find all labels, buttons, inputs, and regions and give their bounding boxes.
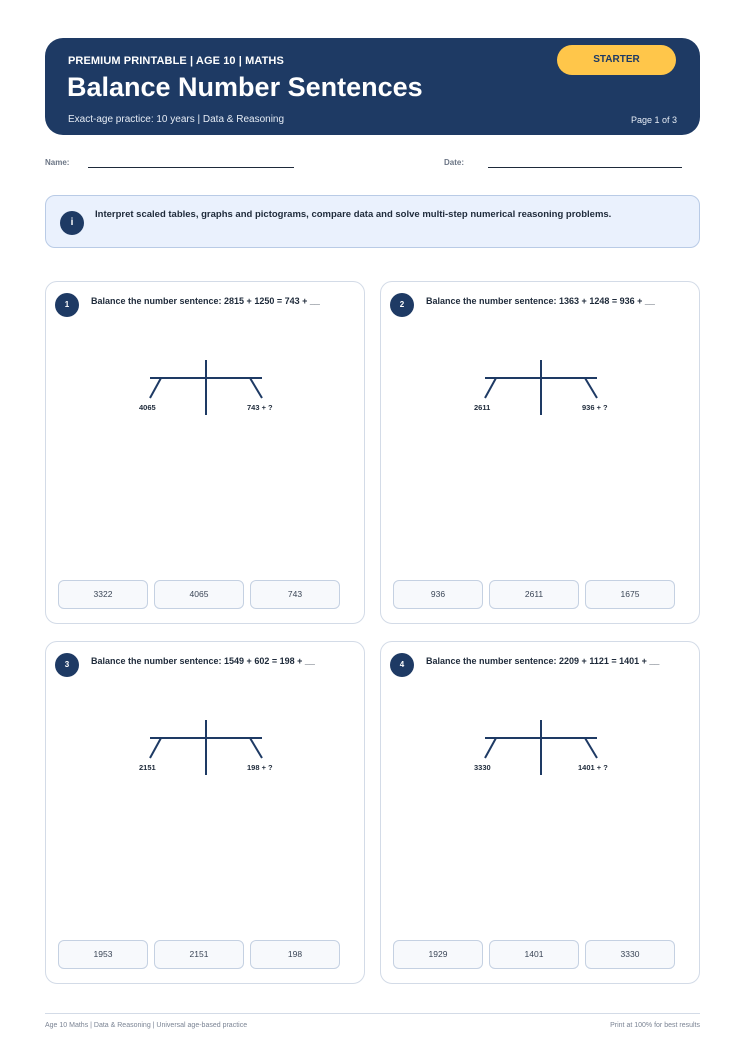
- question-card-1: [45, 281, 365, 624]
- balance-right-value: 198 + ?: [247, 763, 273, 772]
- question-number: 3: [55, 653, 79, 677]
- answer-option[interactable]: 1401: [489, 940, 579, 969]
- balance-left-value: 3330: [474, 763, 491, 772]
- balance-left-value: 4065: [139, 403, 156, 412]
- question-text: Balance the number sentence: 1363 + 1248 = 936 + __: [426, 296, 655, 306]
- question-card-3: [45, 641, 365, 984]
- answer-option[interactable]: 4065: [154, 580, 244, 609]
- answer-option[interactable]: 3322: [58, 580, 148, 609]
- question-card-4: [380, 641, 700, 984]
- name-label: Name:: [45, 158, 70, 167]
- balance-left-value: 2611: [474, 403, 491, 412]
- answer-option[interactable]: 936: [393, 580, 483, 609]
- question-text: Balance the number sentence: 1549 + 602 = 198 + __: [91, 656, 315, 666]
- level-badge: STARTER: [557, 45, 676, 75]
- answer-option[interactable]: 1953: [58, 940, 148, 969]
- answer-option[interactable]: 3330: [585, 940, 675, 969]
- question-text: Balance the number sentence: 2815 + 1250 = 743 + __: [91, 296, 320, 306]
- answer-option[interactable]: 1929: [393, 940, 483, 969]
- question-card-2: [380, 281, 700, 624]
- name-line[interactable]: [88, 167, 294, 168]
- question-number: 2: [390, 293, 414, 317]
- footer-left-text: Age 10 Maths | Data & Reasoning | Universal age-based practice: [45, 1022, 248, 1029]
- answer-option[interactable]: 2611: [489, 580, 579, 609]
- answer-option[interactable]: 198: [250, 940, 340, 969]
- question-text: Balance the number sentence: 2209 + 1121 = 1401 + __: [426, 656, 660, 666]
- balance-scale-icon: [381, 642, 699, 792]
- answer-option[interactable]: 1675: [585, 580, 675, 609]
- question-number: 1: [55, 293, 79, 317]
- header-subtitle: Exact-age practice: 10 years | Data & Reasoning: [68, 114, 285, 125]
- info-icon: i: [60, 211, 84, 235]
- balance-scale-icon: [46, 282, 364, 432]
- info-box: [45, 195, 700, 248]
- date-line[interactable]: [488, 167, 682, 168]
- balance-right-value: 743 + ?: [247, 403, 273, 412]
- date-label: Date:: [444, 158, 465, 167]
- worksheet-header: [45, 38, 700, 135]
- footer-right-text: Print at 100% for best results: [610, 1022, 700, 1029]
- balance-right-value: 1401 + ?: [578, 763, 608, 772]
- info-text: Interpret scaled tables, graphs and pictograms, compare data and solve multi-step numerical reasoning problems.: [95, 209, 612, 220]
- page-title: Balance Number Sentences: [67, 72, 423, 102]
- answer-option[interactable]: 743: [250, 580, 340, 609]
- balance-scale-icon: [46, 642, 364, 792]
- header-kicker: PREMIUM PRINTABLE | AGE 10 | MATHS: [68, 55, 284, 67]
- page-indicator: Page 1 of 3: [630, 115, 677, 125]
- balance-left-value: 2151: [139, 763, 156, 772]
- balance-scale-icon: [381, 282, 699, 432]
- question-number: 4: [390, 653, 414, 677]
- balance-right-value: 936 + ?: [582, 403, 608, 412]
- answer-option[interactable]: 2151: [154, 940, 244, 969]
- footer-divider: [45, 1013, 700, 1014]
